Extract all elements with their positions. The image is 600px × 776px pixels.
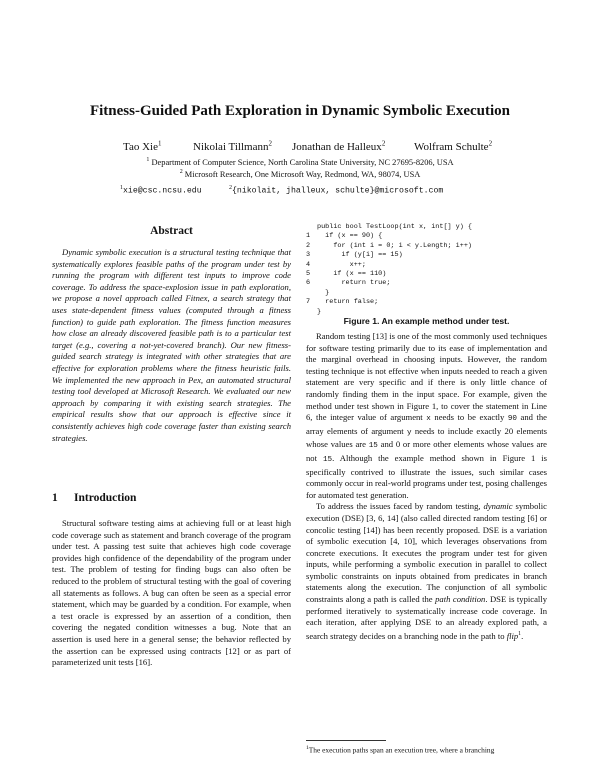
email-list — [0, 185, 600, 196]
random-testing-paragraph: Random testing [13] is one of the most commonly used techniques for software testing primarily due to its ease of implementation and the marginal overhead in choosing inputs. However, the random testing technique is not effective when inputs needed to reach a given statement are very specific and if there is only little chance of randomly finding them in the input space. For example, given the method under test shown in Figure 1, to cover the statement in Line 6, the integer value of argument x needs to be exactly 90 and the array elements of argument y needs to include exactly 20 elements whose values are 15 and 0 or more other elements whose values are not 15. Although the example method shown in Figure 1 is specifically contrived to illustrate the issues, such similar cases commonly occur in real-world programs under test, posing challenges for automated test generation. — [306, 331, 547, 500]
code-line: 2 for (int i = 0; i < y.Length; i++) — [306, 241, 472, 250]
affiliation: $^2$ Microsoft Research, One Microsoft Way, Redmond, WA, 98074, USA — [179, 169, 421, 179]
author-name: Jonathan de Halleux$^2$ — [292, 139, 386, 153]
footnote: $^1$The execution paths span an execution tree, where a branching — [306, 745, 495, 755]
paper-title: Fitness-Guided Path Exploration in Dynamic Symbolic Execution — [89, 103, 511, 119]
author-list — [0, 141, 600, 155]
code-line: 4 x++; — [306, 260, 366, 269]
affiliation: $^1$ Department of Computer Science, North Carolina State University, NC 27695-8206, USA — [146, 157, 454, 167]
section-heading: 1 Introduction — [52, 492, 137, 504]
author-name: Tao Xie$^1$ — [123, 139, 162, 153]
code-listing — [306, 223, 547, 317]
author-name: Nikolai Tillmann$^2$ — [193, 139, 272, 153]
footnote-rule — [306, 740, 386, 741]
code-line: } — [317, 288, 330, 297]
abstract-text: Dynamic symbolic execution is a structural testing technique that systematically explores feasible paths of the program under test by running the program with different test inputs to improve code coverage. To address the space-explosion issue in path exploration, we propose a novel approach called Fitnex, a search strategy that uses state-dependent fitness values (computed through a fitness function) to guide path exploration. The fitness function measures how close an already discovered feasible path is to a particular test target (e.g., covering a not-yet-covered branch). Our new fitness-guided search strategy is integrated with other strategies that are effective for exploration problems where the fitness heuristic fails. We implemented the new approach in Pex, an automated structural testing tool developed at Microsoft Research. We evaluated our new approach by comparing it with existing search strategies. The empirical results show that our approach is effective since it consistently achieves high code coverage faster than existing search strategies. — [52, 247, 291, 443]
code-line: public bool TestLoop(int x, int[] y) { — [317, 223, 472, 231]
right-column-body — [306, 331, 547, 642]
introduction-text: Structural software testing aims at achieving full or at least high code coverage such as statement and branch coverage of the program under test. A passing test suite that achieves high code coverage provides high confidence of the dependability of the program under test. The problem of testing for finding bugs can also often be reduced to the problem of structural testing with the goal of covering all statements as follows. A bug can often be seen as a special error statement, which may be guarded by a condition. For example, when a test oracle is expressed by an assertion of a condition, then covering the negated condition witnesses a bug. Note that an assertion is used here in a general sense; the behavior reflected by the assertion can be expressed using contracts [12] or as part of parameterized unit tests [16]. — [52, 518, 291, 668]
dse-paragraph: To address the issues faced by random testing, dynamic symbolic execution (DSE) [3, 6, 14] (also called directed random testing [6] or concolic testing [14]) has been recently proposed. DSE is a variation of symbolic execution [4, 10], which leverages observations from concrete executions. It executes the program under test for given inputs, while performing a symbolic execution in parallel to collect symbolic constraints on inputs obtained from predicates in branch statements along the execution. The conjunction of all symbolic constraints along a path is called the path condition. DSE is typically performed iteratively to systematically increase code coverage. In each iteration, after applying DSE to an already explored path, a search strategy decides on a branching node in the path to flip$^1$. — [306, 501, 547, 641]
code-line: } — [317, 307, 322, 316]
author-name: Wolfram Schulte$^2$ — [414, 139, 493, 153]
code-line: 3 if (y[i] == 15) — [306, 251, 403, 260]
code-line: 1 if (x == 90) { — [306, 232, 383, 241]
code-line: 6 return true; — [306, 279, 391, 288]
author-email: $^1$xie@csc.ncsu.edu — [120, 185, 202, 196]
code-line: 7 return false; — [306, 298, 379, 307]
author-email: $^2${nikolait, jhalleux, schulte}@microsoft.com — [229, 185, 444, 196]
figure-caption: Figure 1. An example method under test. — [343, 316, 510, 326]
code-line: 5 if (x == 110) — [306, 269, 387, 278]
abstract-heading: Abstract — [150, 225, 193, 237]
